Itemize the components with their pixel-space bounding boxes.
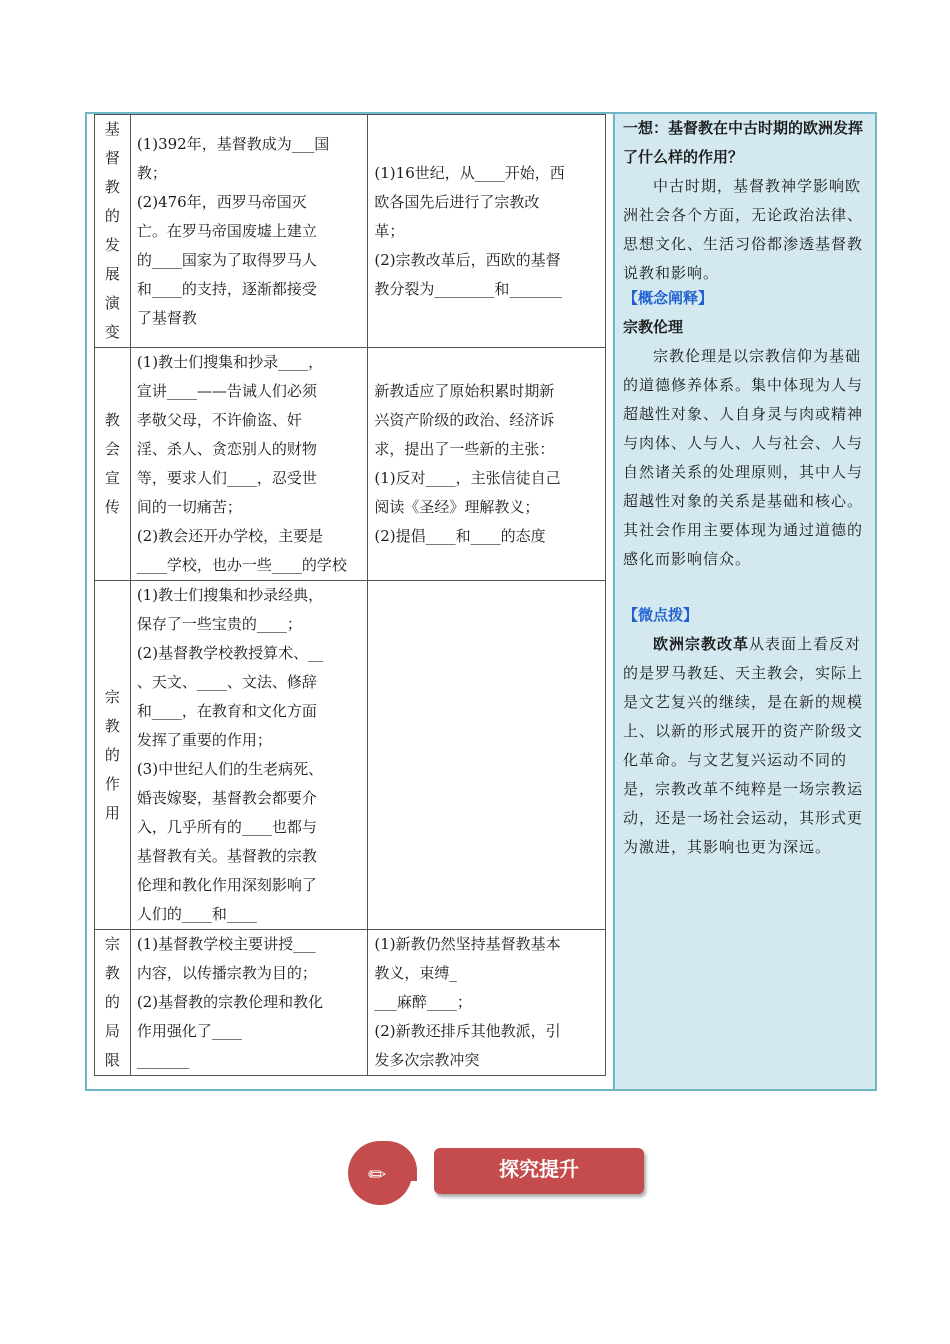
pencil-icon: ✏ [368, 1163, 387, 1188]
table-panel [87, 114, 615, 1089]
row-label-char: 教 [104, 178, 120, 196]
row-label-char: 宗 [104, 935, 120, 953]
cell-line: 的____国家为了取得罗马人 [136, 250, 317, 269]
table-row [95, 930, 606, 1076]
section-banner [345, 1133, 645, 1213]
cell-line: 和____，在教育和文化方面 [136, 702, 317, 720]
cell-line: (1)教士们搜集和抄录经典， [136, 586, 324, 604]
cell-line: 阅读《圣经》理解教义； [374, 498, 540, 516]
tip-body: 从表面上看反对的是罗马教廷、天主教会，实际上是文艺复兴的继续，是在新的规模上、以新的形式展开的资产阶级文化革命。与文艺复兴运动不同的是，宗教改革不纯粹是一场宗教运动，还是一场社会运动，其形式更为激进，其影响也更为深远。 [623, 635, 864, 856]
cell-line: (1)反对____，主张信徒自己 [374, 469, 561, 487]
row-label-char: 局 [104, 1022, 120, 1040]
concept-text: 宗教伦理是以宗教信仰为基础的道德修养体系。集中体现为人与超越性对象、人自身灵与肉或精神与肉体、人与人、人与社会、人与自然诸关系的处理原则，其中人与超越性对象的关系是基础和核心。其社会作用主要体现为通过道德的感化而影响信众。 [623, 347, 864, 568]
concept-title: 宗教伦理 [623, 318, 684, 336]
cell-line: 内容，以传播宗教为目的； [136, 964, 317, 982]
sidebar-answer: 中古时期，基督教神学影响欧洲社会各个方面，无论政治法律、思想文化、生活习俗都渗透基督教说教和影响。 [623, 177, 864, 282]
cell-line: (1)教士们搜集和抄录____， [136, 353, 324, 371]
row-label-char: 教 [104, 716, 120, 735]
row-label-char: 宗 [104, 687, 120, 706]
cell-line: 保存了一些宝贵的____； [136, 615, 302, 633]
content-frame [85, 112, 877, 1091]
table-cell [130, 930, 368, 1076]
cell-line: 淫、杀人、贪恋别人的财物 [136, 440, 317, 458]
cell-line: 求，提出了一些新的主张： [374, 440, 555, 458]
cell-line: 教分裂为________和_______ [374, 279, 562, 298]
table-row [95, 348, 606, 581]
row-label-char: 教 [104, 964, 120, 982]
row-label-char: 限 [104, 1051, 120, 1069]
table-cell [368, 115, 606, 348]
cell-line: 基督教有关。基督教的宗教 [136, 847, 317, 865]
row-label-char: 作 [104, 774, 120, 793]
sidebar-question: 一想：基督教在中古时期的欧洲发挥了什么样的作用？ [623, 119, 864, 166]
cell-line: 入，几乎所有的____也都与 [136, 818, 317, 836]
cell-line: 革； [374, 221, 405, 240]
cell-line: 和____的支持，逐渐都接受 [136, 279, 317, 298]
cell-line: 教义，束缚_ [374, 964, 457, 982]
row-label [95, 930, 131, 1076]
sidebar-notes [615, 114, 875, 1089]
tip-tag: 【微点拨】 [623, 606, 699, 624]
row-label-char: 传 [104, 498, 120, 516]
table-cell [368, 930, 606, 1076]
cell-line: ___麻醉____； [374, 993, 472, 1011]
cell-line: (2)基督教的宗教伦理和教化 [136, 993, 324, 1011]
cell-line: 发多次宗教冲突 [374, 1051, 480, 1069]
table-cell [130, 115, 368, 348]
row-label-char: 演 [104, 294, 120, 312]
row-label-char: 发 [104, 236, 120, 254]
row-label-char: 的 [104, 745, 120, 764]
cell-line: 间的一切痛苦； [136, 498, 242, 516]
cell-line: 等，要求人们____，忍受世 [136, 469, 317, 487]
concept-tag: 【概念阐释】 [623, 289, 714, 307]
table-row [95, 581, 606, 930]
row-label-char: 会 [104, 440, 120, 458]
cell-line: 新教适应了原始积累时期新 [374, 382, 555, 400]
row-label [95, 115, 131, 348]
cell-line: 宣讲____——告诫人们必须 [136, 382, 317, 400]
row-label-char: 变 [104, 323, 120, 341]
section-title: 探究提升 [434, 1148, 644, 1194]
row-label-char: 展 [104, 265, 120, 283]
cell-line: (2)宗教改革后，西欧的基督 [374, 250, 561, 269]
cell-line: (1)392年，基督教成为___国 [136, 134, 330, 153]
cell-line: (2)提倡____和____的态度 [374, 527, 546, 545]
table-row [95, 115, 606, 348]
cell-line: (1)16世纪，从____开始，西 [374, 163, 565, 182]
row-label-char: 宣 [104, 469, 120, 487]
cell-line: 亡。在罗马帝国废墟上建立 [136, 221, 317, 240]
cell-line: 、天文、____、文法、修辞 [136, 673, 317, 691]
cell-line: 婚丧嫁娶，基督教会都要介 [136, 789, 317, 807]
row-label-char: 基 [104, 120, 120, 138]
cell-line: 发挥了重要的作用； [136, 731, 272, 749]
row-label-char: 教 [104, 411, 120, 429]
row-label [95, 581, 131, 930]
tip-bold: 欧洲宗教改革 [653, 635, 750, 653]
row-label-char: 用 [104, 803, 120, 822]
cell-line: 孝敬父母，不许偷盗、奸 [136, 411, 302, 429]
table-cell [130, 348, 368, 581]
cell-line: (3)中世纪人们的生老病死、 [136, 760, 324, 778]
cell-line: 伦理和教化作用深刻影响了 [136, 876, 317, 894]
table-cell [368, 581, 606, 930]
cell-line: (1)新教仍然坚持基督教基本 [374, 935, 561, 953]
row-label-char: 的 [104, 207, 120, 225]
table-cell [368, 348, 606, 581]
cell-line: (2)教会还开办学校，主要是 [136, 527, 324, 545]
row-label-char: 的 [104, 993, 120, 1011]
row-label [95, 348, 131, 581]
cell-line: (2)基督教学校教授算术、__ [136, 644, 324, 662]
cell-line: (1)基督教学校主要讲授___ [136, 935, 316, 953]
cell-line: (2)新教还排斥其他教派，引 [374, 1022, 561, 1040]
cell-line: 人们的____和____ [136, 905, 257, 923]
row-label-char: 督 [104, 149, 120, 167]
cell-line: 了基督教 [136, 308, 197, 327]
cell-line: 兴资产阶级的政治、经济诉 [374, 411, 555, 429]
cell-line: 欧各国先后进行了宗教改 [374, 192, 540, 211]
cell-line: 教； [136, 163, 167, 182]
tip-text [623, 630, 867, 862]
cell-line: ____学校，也办一些____的学校 [136, 556, 347, 574]
comparison-table [94, 114, 606, 1076]
cell-line: (2)476年，西罗马帝国灭 [136, 192, 307, 211]
table-cell [130, 581, 368, 930]
cell-line: _______ [136, 1051, 190, 1069]
cell-line: 作用强化了____ [136, 1022, 242, 1040]
